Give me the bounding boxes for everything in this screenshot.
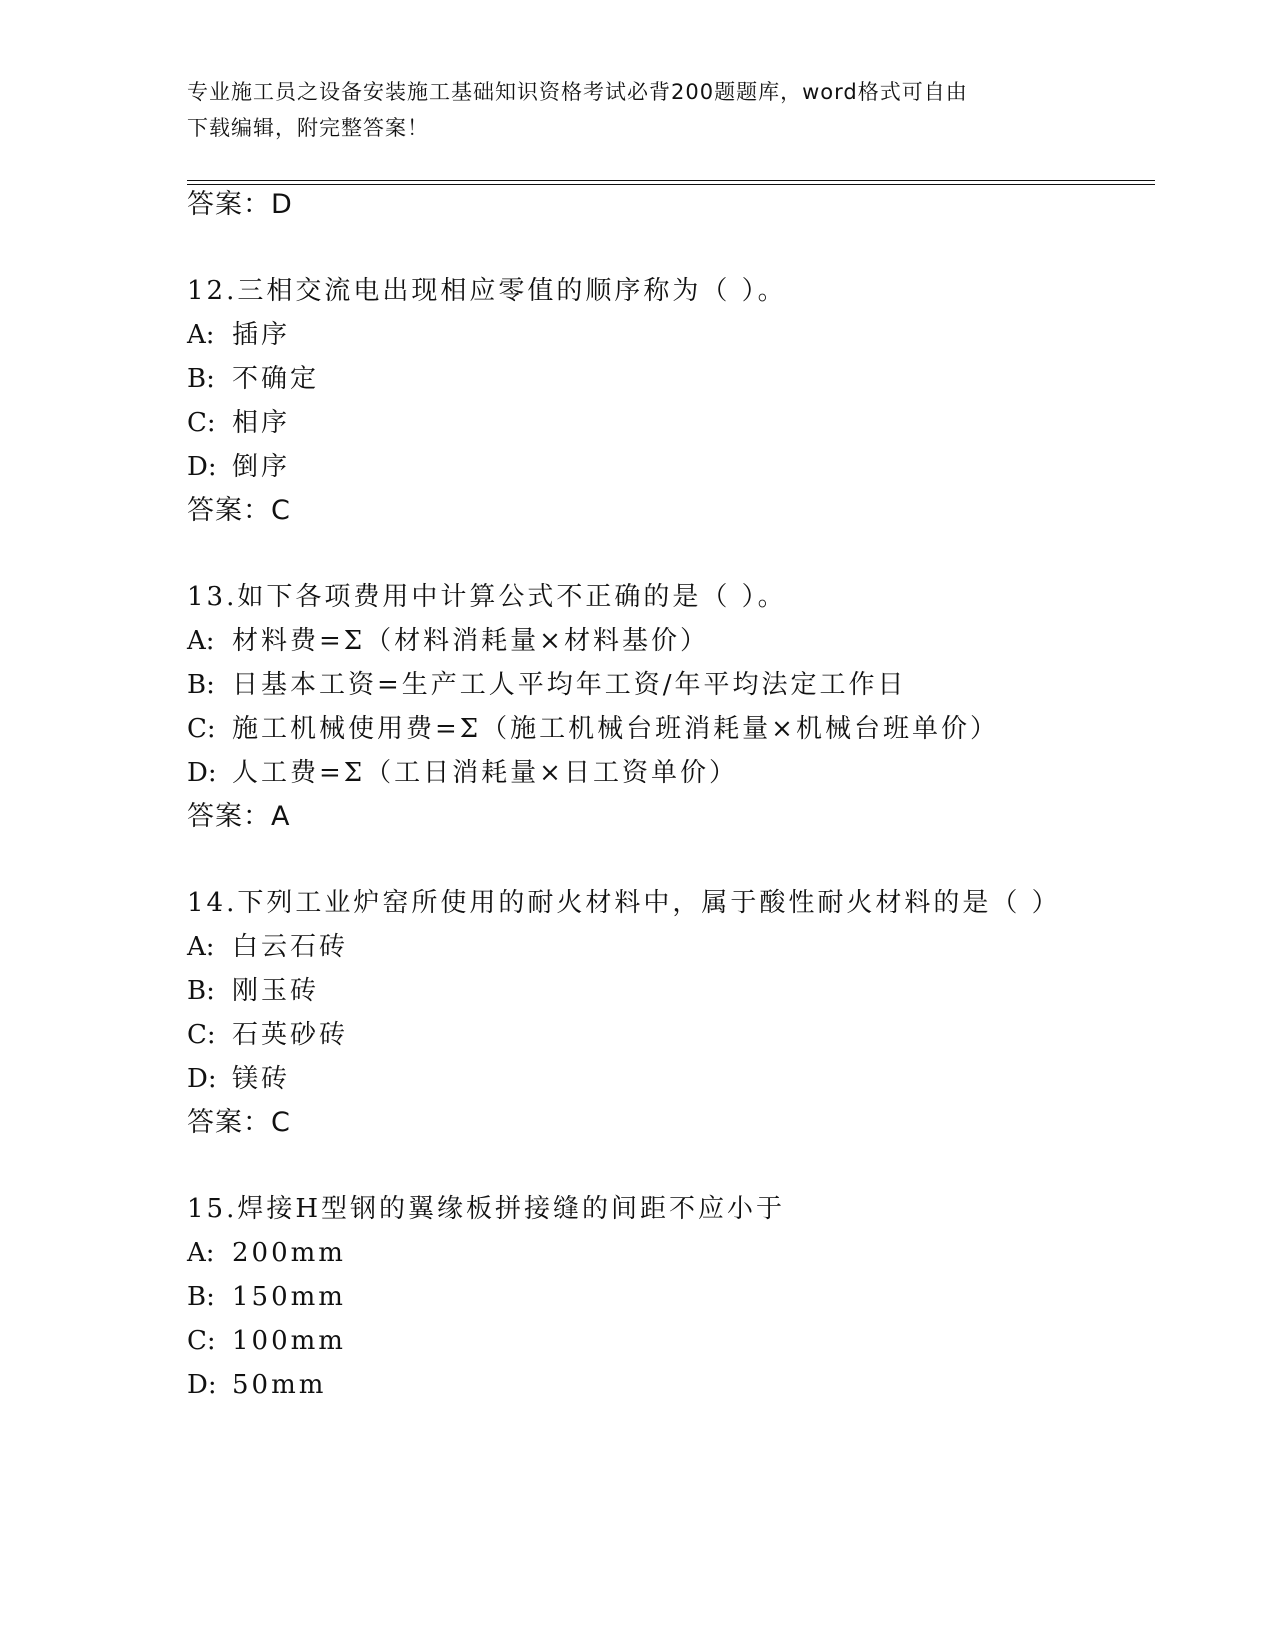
option-label: B: xyxy=(187,976,215,1006)
question-15-option-a xyxy=(187,1236,346,1270)
question-12-answer: 答案：C xyxy=(187,495,291,526)
option-text: 相序 xyxy=(232,408,291,438)
question-14-option-a xyxy=(187,930,348,964)
option-label: A: xyxy=(187,320,215,350)
option-label: D: xyxy=(187,452,217,482)
option-text: 施工机械使用费=Σ（施工机械台班消耗量×机械台班单价） xyxy=(232,714,999,744)
header-divider-top xyxy=(187,180,1155,181)
option-label: D: xyxy=(187,758,217,788)
question-13-option-c xyxy=(187,712,999,746)
option-text: 150mm xyxy=(232,1282,346,1312)
question-15-stem: 15.焊接H型钢的翼缘板拼接缝的间距不应小于 xyxy=(187,1194,786,1224)
question-13-stem: 13.如下各项费用中计算公式不正确的是（ ）。 xyxy=(187,582,787,612)
question-15-option-d xyxy=(187,1368,326,1402)
option-label: A: xyxy=(187,1238,215,1268)
answer-11: 答案：D xyxy=(187,189,293,220)
document-header xyxy=(187,74,1067,146)
header-line-2: 下载编辑，附完整答案！ xyxy=(187,116,429,140)
question-14-option-d xyxy=(187,1062,290,1096)
option-label: C: xyxy=(187,714,216,744)
option-text: 不确定 xyxy=(232,364,320,394)
question-13-option-a xyxy=(187,624,709,658)
option-text: 50mm xyxy=(232,1370,327,1400)
question-15-option-c xyxy=(187,1324,346,1358)
header-line-1: 专业施工员之设备安装施工基础知识资格考试必背200题题库，word格式可自由 xyxy=(187,80,968,104)
option-label: A: xyxy=(187,932,215,962)
option-label: B: xyxy=(187,1282,215,1312)
option-label: A: xyxy=(187,626,215,656)
option-text: 插序 xyxy=(232,320,291,350)
option-label: B: xyxy=(187,364,215,394)
option-text: 100mm xyxy=(232,1326,346,1356)
question-12-stem: 12.三相交流电出现相应零值的顺序称为（ ）。 xyxy=(187,276,787,306)
question-15-option-b xyxy=(187,1280,346,1314)
option-text: 白云石砖 xyxy=(232,932,349,962)
question-14-option-b xyxy=(187,974,319,1008)
option-text: 刚玉砖 xyxy=(232,976,320,1006)
option-label: D: xyxy=(187,1064,217,1094)
question-13-option-b xyxy=(187,668,907,702)
option-text: 200mm xyxy=(232,1238,346,1268)
question-14-answer: 答案：C xyxy=(187,1107,291,1138)
option-text: 人工费=Σ（工日消耗量×日工资单价） xyxy=(232,758,738,788)
option-text: 倒序 xyxy=(232,452,291,482)
option-text: 日基本工资=生产工人平均年工资/年平均法定工作日 xyxy=(232,670,907,700)
question-14-option-c xyxy=(187,1018,348,1052)
option-label: B: xyxy=(187,670,215,700)
option-text: 材料费=Σ（材料消耗量×材料基价） xyxy=(232,626,709,656)
header-divider-bottom xyxy=(187,184,1155,185)
option-label: D: xyxy=(187,1370,217,1400)
question-12-option-b xyxy=(187,362,319,396)
question-12-option-c xyxy=(187,406,290,440)
question-12-option-a xyxy=(187,318,290,352)
question-12-option-d xyxy=(187,450,290,484)
option-text: 镁砖 xyxy=(232,1064,291,1094)
question-13-option-d xyxy=(187,756,738,790)
question-13-answer: 答案：A xyxy=(187,801,291,832)
option-label: C: xyxy=(187,1020,216,1050)
question-14-stem: 14.下列工业炉窑所使用的耐火材料中，属于酸性耐火材料的是（ ） xyxy=(187,888,1061,918)
option-label: C: xyxy=(187,408,216,438)
option-label: C: xyxy=(187,1326,216,1356)
option-text: 石英砂砖 xyxy=(232,1020,349,1050)
